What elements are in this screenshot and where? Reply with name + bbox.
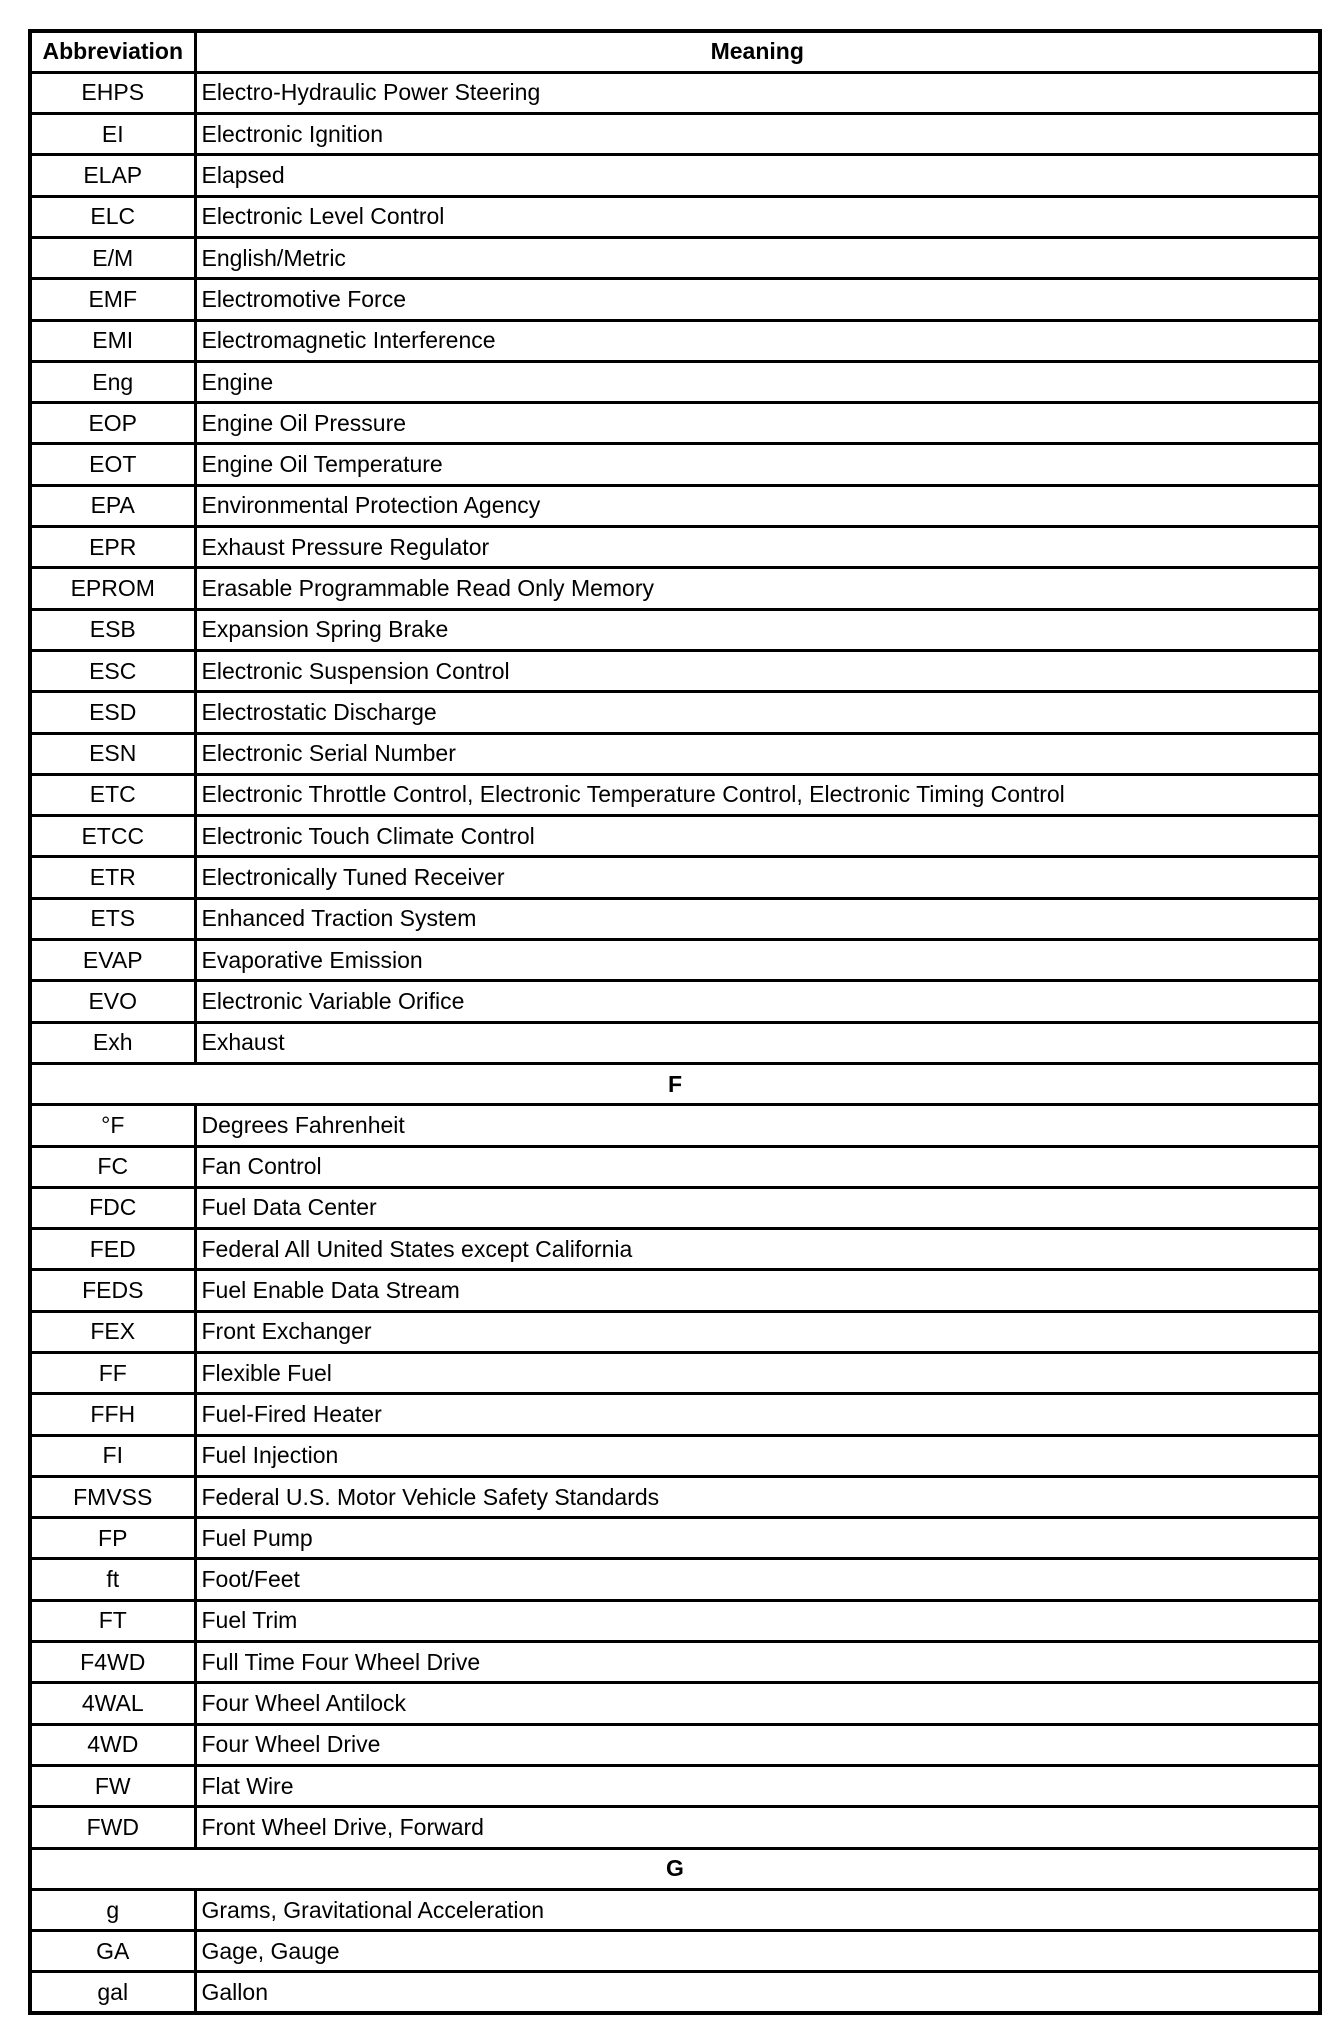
table-row <box>30 114 1320 155</box>
abbreviation-cell: g <box>30 1889 195 1930</box>
abbreviation-cell: FWD <box>30 1807 195 1848</box>
abbreviation-cell: FMVSS <box>30 1476 195 1517</box>
meaning-cell: Fuel Pump <box>195 1518 1320 1559</box>
table-row <box>30 485 1320 526</box>
meaning-cell: Gallon <box>195 1972 1320 2013</box>
table-row <box>30 1476 1320 1517</box>
meaning-cell: Expansion Spring Brake <box>195 609 1320 650</box>
table-row <box>30 1022 1320 1063</box>
meaning-cell: Enhanced Traction System <box>195 898 1320 939</box>
meaning-cell: Fuel Trim <box>195 1600 1320 1641</box>
meaning-cell: Flat Wire <box>195 1765 1320 1806</box>
meaning-cell: Four Wheel Antilock <box>195 1683 1320 1724</box>
meaning-cell: Engine Oil Pressure <box>195 403 1320 444</box>
table-row <box>30 1270 1320 1311</box>
abbreviation-cell: Eng <box>30 361 195 402</box>
meaning-cell: Engine <box>195 361 1320 402</box>
abbreviation-cell: EI <box>30 114 195 155</box>
table-row <box>30 279 1320 320</box>
abbreviation-cell: ESD <box>30 692 195 733</box>
table-row <box>30 1683 1320 1724</box>
meaning-cell: Foot/Feet <box>195 1559 1320 1600</box>
meaning-cell: Electromagnetic Interference <box>195 320 1320 361</box>
table-row <box>30 898 1320 939</box>
table-row <box>30 1559 1320 1600</box>
section-row <box>30 1063 1320 1104</box>
meaning-cell: Erasable Programmable Read Only Memory <box>195 568 1320 609</box>
abbreviation-cell: FP <box>30 1518 195 1559</box>
table-row <box>30 1518 1320 1559</box>
table-row <box>30 940 1320 981</box>
meaning-cell: Fuel-Fired Heater <box>195 1394 1320 1435</box>
abbreviation-cell: FC <box>30 1146 195 1187</box>
table-row <box>30 857 1320 898</box>
meaning-cell: Degrees Fahrenheit <box>195 1105 1320 1146</box>
table-row <box>30 1724 1320 1765</box>
abbreviation-cell: FEDS <box>30 1270 195 1311</box>
meaning-cell: Front Exchanger <box>195 1311 1320 1352</box>
table-row <box>30 1353 1320 1394</box>
table-row <box>30 774 1320 815</box>
abbreviation-cell: ETC <box>30 774 195 815</box>
meaning-cell: Electro-Hydraulic Power Steering <box>195 72 1320 113</box>
abbreviation-cell: EMI <box>30 320 195 361</box>
table-row <box>30 816 1320 857</box>
table-row <box>30 361 1320 402</box>
abbreviation-cell: EPROM <box>30 568 195 609</box>
abbreviation-cell: FF <box>30 1353 195 1394</box>
meaning-cell: Exhaust <box>195 1022 1320 1063</box>
abbreviation-cell: FT <box>30 1600 195 1641</box>
meaning-cell: Gage, Gauge <box>195 1931 1320 1972</box>
meaning-cell: Flexible Fuel <box>195 1353 1320 1394</box>
table-row <box>30 1972 1320 2013</box>
table-row <box>30 1435 1320 1476</box>
abbreviation-cell: EHPS <box>30 72 195 113</box>
abbreviation-cell: FI <box>30 1435 195 1476</box>
abbreviation-cell: FW <box>30 1765 195 1806</box>
section-letter: F <box>30 1063 1320 1104</box>
meaning-cell: Environmental Protection Agency <box>195 485 1320 526</box>
abbreviation-cell: ESC <box>30 650 195 691</box>
meaning-cell: English/Metric <box>195 237 1320 278</box>
table-row <box>30 981 1320 1022</box>
table-row <box>30 196 1320 237</box>
table-row <box>30 403 1320 444</box>
abbreviation-cell: 4WAL <box>30 1683 195 1724</box>
abbreviation-cell: FDC <box>30 1187 195 1228</box>
table-row <box>30 609 1320 650</box>
table-body <box>30 72 1320 2013</box>
table-row <box>30 1394 1320 1435</box>
abbreviation-cell: GA <box>30 1931 195 1972</box>
header-row <box>30 31 1320 72</box>
abbreviation-cell: 4WD <box>30 1724 195 1765</box>
abbreviation-cell: F4WD <box>30 1642 195 1683</box>
table-row <box>30 320 1320 361</box>
abbreviation-cell: ELAP <box>30 155 195 196</box>
meaning-cell: Fuel Injection <box>195 1435 1320 1476</box>
abbreviation-cell: ETCC <box>30 816 195 857</box>
meaning-cell: Fan Control <box>195 1146 1320 1187</box>
meaning-cell: Engine Oil Temperature <box>195 444 1320 485</box>
abbreviation-cell: EMF <box>30 279 195 320</box>
meaning-cell: Electronic Touch Climate Control <box>195 816 1320 857</box>
table-row <box>30 237 1320 278</box>
header-abbreviation: Abbreviation <box>30 31 195 72</box>
meaning-cell: Electronic Ignition <box>195 114 1320 155</box>
meaning-cell: Elapsed <box>195 155 1320 196</box>
table-row <box>30 650 1320 691</box>
table-row <box>30 1765 1320 1806</box>
section-letter: G <box>30 1848 1320 1889</box>
abbreviation-cell: ELC <box>30 196 195 237</box>
table-row <box>30 1642 1320 1683</box>
abbreviation-table <box>28 29 1322 2015</box>
abbreviation-cell: ft <box>30 1559 195 1600</box>
abbreviation-cell: EVAP <box>30 940 195 981</box>
table-row <box>30 444 1320 485</box>
abbreviation-cell: FFH <box>30 1394 195 1435</box>
meaning-cell: Electronic Throttle Control, Electronic Temperature Control, Electronic Timing Control <box>195 774 1320 815</box>
meaning-cell: Electronic Serial Number <box>195 733 1320 774</box>
table-row <box>30 1311 1320 1352</box>
abbreviation-cell: EOP <box>30 403 195 444</box>
table-row <box>30 568 1320 609</box>
table-row <box>30 1889 1320 1930</box>
abbreviation-cell: gal <box>30 1972 195 2013</box>
meaning-cell: Federal U.S. Motor Vehicle Safety Standards <box>195 1476 1320 1517</box>
table-row <box>30 155 1320 196</box>
meaning-cell: Front Wheel Drive, Forward <box>195 1807 1320 1848</box>
abbreviation-cell: FED <box>30 1229 195 1270</box>
meaning-cell: Electronically Tuned Receiver <box>195 857 1320 898</box>
table-row <box>30 1105 1320 1146</box>
meaning-cell: Electronic Variable Orifice <box>195 981 1320 1022</box>
meaning-cell: Evaporative Emission <box>195 940 1320 981</box>
abbreviation-cell: EVO <box>30 981 195 1022</box>
table-row <box>30 1600 1320 1641</box>
meaning-cell: Fuel Enable Data Stream <box>195 1270 1320 1311</box>
meaning-cell: Grams, Gravitational Acceleration <box>195 1889 1320 1930</box>
abbreviation-cell: °F <box>30 1105 195 1146</box>
table-row <box>30 1807 1320 1848</box>
table-row <box>30 1229 1320 1270</box>
abbreviation-cell: EPA <box>30 485 195 526</box>
table-row <box>30 1187 1320 1228</box>
table-row <box>30 692 1320 733</box>
section-row <box>30 1848 1320 1889</box>
meaning-cell: Federal All United States except California <box>195 1229 1320 1270</box>
table-row <box>30 72 1320 113</box>
header-meaning: Meaning <box>195 31 1320 72</box>
abbreviation-cell: ETR <box>30 857 195 898</box>
meaning-cell: Electromotive Force <box>195 279 1320 320</box>
meaning-cell: Fuel Data Center <box>195 1187 1320 1228</box>
meaning-cell: Four Wheel Drive <box>195 1724 1320 1765</box>
abbreviation-cell: Exh <box>30 1022 195 1063</box>
abbreviation-cell: ETS <box>30 898 195 939</box>
abbreviation-cell: EPR <box>30 527 195 568</box>
meaning-cell: Full Time Four Wheel Drive <box>195 1642 1320 1683</box>
meaning-cell: Exhaust Pressure Regulator <box>195 527 1320 568</box>
table-row <box>30 527 1320 568</box>
table-row <box>30 1931 1320 1972</box>
abbreviation-cell: ESN <box>30 733 195 774</box>
meaning-cell: Electronic Suspension Control <box>195 650 1320 691</box>
abbreviation-cell: E/M <box>30 237 195 278</box>
abbreviation-cell: FEX <box>30 1311 195 1352</box>
abbreviation-cell: ESB <box>30 609 195 650</box>
meaning-cell: Electronic Level Control <box>195 196 1320 237</box>
meaning-cell: Electrostatic Discharge <box>195 692 1320 733</box>
abbreviation-cell: EOT <box>30 444 195 485</box>
table-row <box>30 733 1320 774</box>
table-row <box>30 1146 1320 1187</box>
